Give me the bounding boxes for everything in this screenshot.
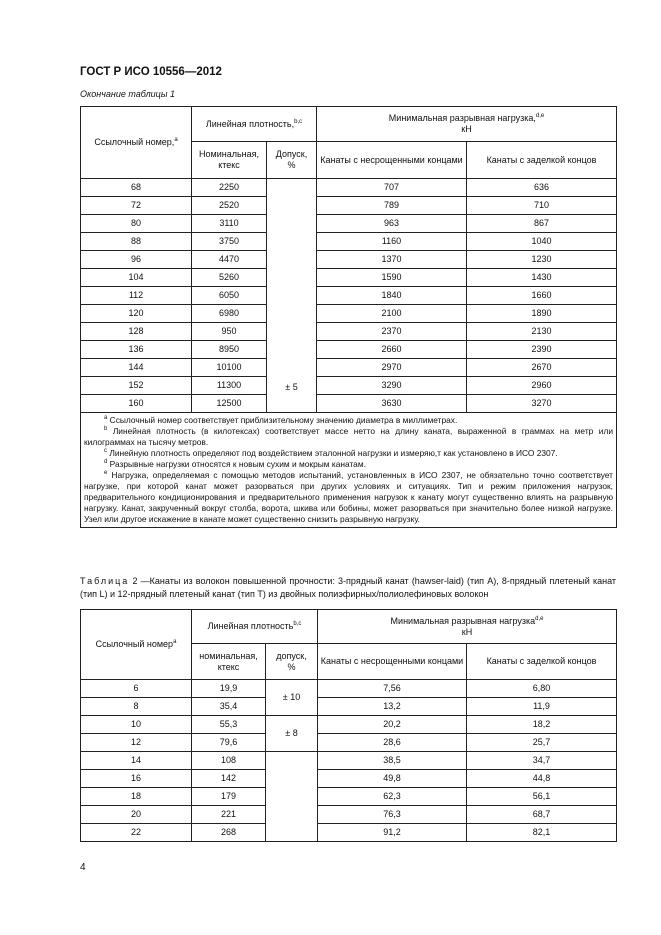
cell-breaking-load-spliced: 2670	[467, 359, 617, 377]
cell-nominal-density: 950	[192, 323, 267, 341]
cell-reference-number: 10	[81, 716, 192, 734]
cell-breaking-load-unspliced: 1370	[317, 251, 467, 269]
header-linear-density: Линейная плотность,$^{b,c}$	[192, 107, 317, 142]
header-tolerance: Допуск, %	[267, 142, 317, 179]
note-e: $^e$ Нагрузка, определяемая с помощью методов испытаний, установленных в ИСО 2307, не обязательно точно соответствует нагрузке, при которой канат может разорваться при других условиях и ситуациях. Тип и режим приложения нагрузок, предварительного кондиционирования и предварительного применения нагрузок к канату могут существенно влиять на разрывную нагрузку. Канат, закрученный вокруг столба, ворота, шкива или бобины, может разорваться при значительно более низкой нагрузке. Узел или другое искажение в канате может существенно снизить разрывную нагрузку.	[84, 470, 614, 524]
cell-reference-number: 68	[81, 179, 192, 197]
header-breaking-load: Минимальная разрывная нагрузка,$^{d,e}$ кН	[317, 107, 617, 142]
cell-reference-number: 144	[81, 359, 192, 377]
cell-nominal-density: 179	[192, 788, 266, 806]
cell-reference-number: 160	[81, 395, 192, 413]
cell-nominal-density: 35,4	[192, 698, 266, 716]
table-row	[81, 788, 617, 806]
header-linear-density: Линейная плотность$^{b,c}$	[192, 610, 318, 644]
cell-breaking-load-spliced: 1660	[467, 287, 617, 305]
cell-nominal-density: 3110	[192, 215, 267, 233]
cell-breaking-load-unspliced: 20,2	[318, 716, 467, 734]
cell-breaking-load-spliced: 25,7	[467, 734, 617, 752]
cell-nominal-density: 8950	[192, 341, 267, 359]
cell-breaking-load-spliced: 1430	[467, 269, 617, 287]
cell-nominal-density: 12500	[192, 395, 267, 413]
cell-reference-number: 104	[81, 269, 192, 287]
cell-breaking-load-unspliced: 2970	[317, 359, 467, 377]
cell-reference-number: 80	[81, 215, 192, 233]
cell-breaking-load-spliced: 68,7	[467, 806, 617, 824]
cell-reference-number: 88	[81, 233, 192, 251]
cell-breaking-load-spliced: 34,7	[467, 752, 617, 770]
cell-breaking-load-unspliced: 789	[317, 197, 467, 215]
cell-breaking-load-unspliced: 28,6	[318, 734, 467, 752]
cell-breaking-load-unspliced: 13,2	[318, 698, 467, 716]
table-row	[81, 215, 617, 233]
document-title: ГОСТ Р ИСО 10556—2012	[80, 66, 222, 78]
cell-tolerance: ± 8	[266, 716, 318, 752]
cell-nominal-density: 55,3	[192, 716, 266, 734]
cell-reference-number: 16	[81, 770, 192, 788]
table-row	[81, 287, 617, 305]
cell-tolerance: ± 5	[267, 179, 317, 413]
cell-breaking-load-unspliced: 62,3	[318, 788, 467, 806]
cell-breaking-load-unspliced: 7,56	[318, 680, 467, 698]
note-b: $^b$ Линейная плотность (в килотексах) соответствует массе нетто на длину каната, выраженной в граммах на метр или килограммах на тысячу метров.	[84, 426, 614, 447]
table-row	[81, 197, 617, 215]
cell-nominal-density: 6050	[192, 287, 267, 305]
table-row	[81, 251, 617, 269]
cell-reference-number: 128	[81, 323, 192, 341]
cell-breaking-load-spliced: 1890	[467, 305, 617, 323]
cell-nominal-density: 6980	[192, 305, 267, 323]
cell-nominal-density: 268	[192, 824, 266, 842]
note-c: $^c$ Линейную плотность определяют под воздействием эталонной нагрузки и измеряю,т как установлено в ИСО 2307.	[104, 448, 558, 458]
cell-breaking-load-spliced: 636	[467, 179, 617, 197]
table-row	[81, 377, 617, 395]
table-row	[81, 716, 617, 734]
cell-nominal-density: 5260	[192, 269, 267, 287]
cell-nominal-density: 79,6	[192, 734, 266, 752]
cell-tolerance: ± 10	[266, 680, 318, 716]
cell-nominal-density: 19,9	[192, 680, 266, 698]
cell-breaking-load-unspliced: 2660	[317, 341, 467, 359]
cell-breaking-load-unspliced: 3290	[317, 377, 467, 395]
table-row	[81, 305, 617, 323]
cell-breaking-load-unspliced: 1590	[317, 269, 467, 287]
cell-nominal-density: 2250	[192, 179, 267, 197]
cell-breaking-load-spliced: 82,1	[467, 824, 617, 842]
cell-breaking-load-unspliced: 91,2	[318, 824, 467, 842]
table-2	[80, 609, 617, 842]
table-row	[81, 770, 617, 788]
cell-breaking-load-spliced: 44,8	[467, 770, 617, 788]
header-nominal: номинальная, ктекс	[192, 644, 266, 680]
cell-breaking-load-unspliced: 49,8	[318, 770, 467, 788]
cell-reference-number: 72	[81, 197, 192, 215]
cell-breaking-load-spliced: 11,9	[467, 698, 617, 716]
cell-breaking-load-unspliced: 76,3	[318, 806, 467, 824]
cell-breaking-load-unspliced: 1160	[317, 233, 467, 251]
cell-nominal-density: 4470	[192, 251, 267, 269]
header-unspliced: Канаты с несрощенными концами	[317, 142, 467, 179]
cell-reference-number: 18	[81, 788, 192, 806]
cell-breaking-load-spliced: 2960	[467, 377, 617, 395]
table-row	[81, 395, 617, 413]
cell-reference-number: 96	[81, 251, 192, 269]
table-row	[81, 680, 617, 698]
table-row	[81, 698, 617, 716]
cell-tolerance-empty	[266, 752, 318, 842]
table-continuation-label: Окончание таблицы 1	[80, 89, 175, 99]
cell-nominal-density: 10100	[192, 359, 267, 377]
page-number: 4	[80, 862, 86, 873]
cell-nominal-density: 221	[192, 806, 266, 824]
table-row	[81, 359, 617, 377]
cell-breaking-load-unspliced: 38,5	[318, 752, 467, 770]
cell-reference-number: 120	[81, 305, 192, 323]
cell-breaking-load-spliced: 1040	[467, 233, 617, 251]
cell-breaking-load-spliced: 867	[467, 215, 617, 233]
header-reference-number: Ссылочный номер,$^а$	[81, 107, 192, 179]
table-1-notes	[81, 413, 617, 528]
note-a: $^a$ Ссылочный номер соответствует приблизительному значению диаметра в миллиметрах.	[104, 415, 458, 425]
table-row	[81, 752, 617, 770]
cell-reference-number: 136	[81, 341, 192, 359]
table-row	[81, 734, 617, 752]
cell-nominal-density: 108	[192, 752, 266, 770]
cell-breaking-load-unspliced: 1840	[317, 287, 467, 305]
cell-nominal-density: 3750	[192, 233, 267, 251]
cell-breaking-load-spliced: 56,1	[467, 788, 617, 806]
header-breaking-load: Минимальная разрывная нагрузка$^{d,e}$ кН	[318, 610, 617, 644]
cell-reference-number: 14	[81, 752, 192, 770]
table-1	[80, 106, 617, 528]
header-unspliced: Канаты с несрощенными концами	[318, 644, 467, 680]
table-row	[81, 269, 617, 287]
cell-reference-number: 6	[81, 680, 192, 698]
note-d: $^d$ Разрывные нагрузки относятся к новым сухим и мокрым канатам.	[104, 459, 366, 469]
cell-nominal-density: 142	[192, 770, 266, 788]
cell-breaking-load-unspliced: 2100	[317, 305, 467, 323]
cell-breaking-load-spliced: 2130	[467, 323, 617, 341]
cell-breaking-load-spliced: 3270	[467, 395, 617, 413]
table-row	[81, 824, 617, 842]
table-row	[81, 806, 617, 824]
cell-breaking-load-spliced: 18,2	[467, 716, 617, 734]
header-spliced: Канаты с заделкой концов	[467, 644, 617, 680]
cell-breaking-load-spliced: 1230	[467, 251, 617, 269]
cell-reference-number: 152	[81, 377, 192, 395]
cell-reference-number: 20	[81, 806, 192, 824]
cell-breaking-load-unspliced: 963	[317, 215, 467, 233]
table-row	[81, 233, 617, 251]
header-nominal: Номинальная, ктекс	[192, 142, 267, 179]
cell-breaking-load-unspliced: 3630	[317, 395, 467, 413]
cell-nominal-density: 11300	[192, 377, 267, 395]
cell-breaking-load-unspliced: 707	[317, 179, 467, 197]
cell-reference-number: 8	[81, 698, 192, 716]
cell-nominal-density: 2520	[192, 197, 267, 215]
cell-reference-number: 22	[81, 824, 192, 842]
header-spliced: Канаты с заделкой концов	[467, 142, 617, 179]
cell-breaking-load-spliced: 710	[467, 197, 617, 215]
cell-breaking-load-spliced: 6,80	[467, 680, 617, 698]
table-row	[81, 323, 617, 341]
table-row	[81, 179, 617, 197]
cell-breaking-load-unspliced: 2370	[317, 323, 467, 341]
header-tolerance: допуск, %	[266, 644, 318, 680]
cell-breaking-load-spliced: 2390	[467, 341, 617, 359]
table-2-caption: Таблица 2 —Канаты из волокон повышенной прочности: 3-прядный канат (hawser-laid) (тип A), 8-прядный плетеный канат (тип L) и 12-прядный плетеный канат (тип T) из двойных полиэфирных/полиолефиновых волокон	[80, 576, 616, 599]
cell-reference-number: 12	[81, 734, 192, 752]
cell-reference-number: 112	[81, 287, 192, 305]
header-reference-number: Ссылочный номер$^а$	[81, 610, 192, 680]
table-row	[81, 341, 617, 359]
